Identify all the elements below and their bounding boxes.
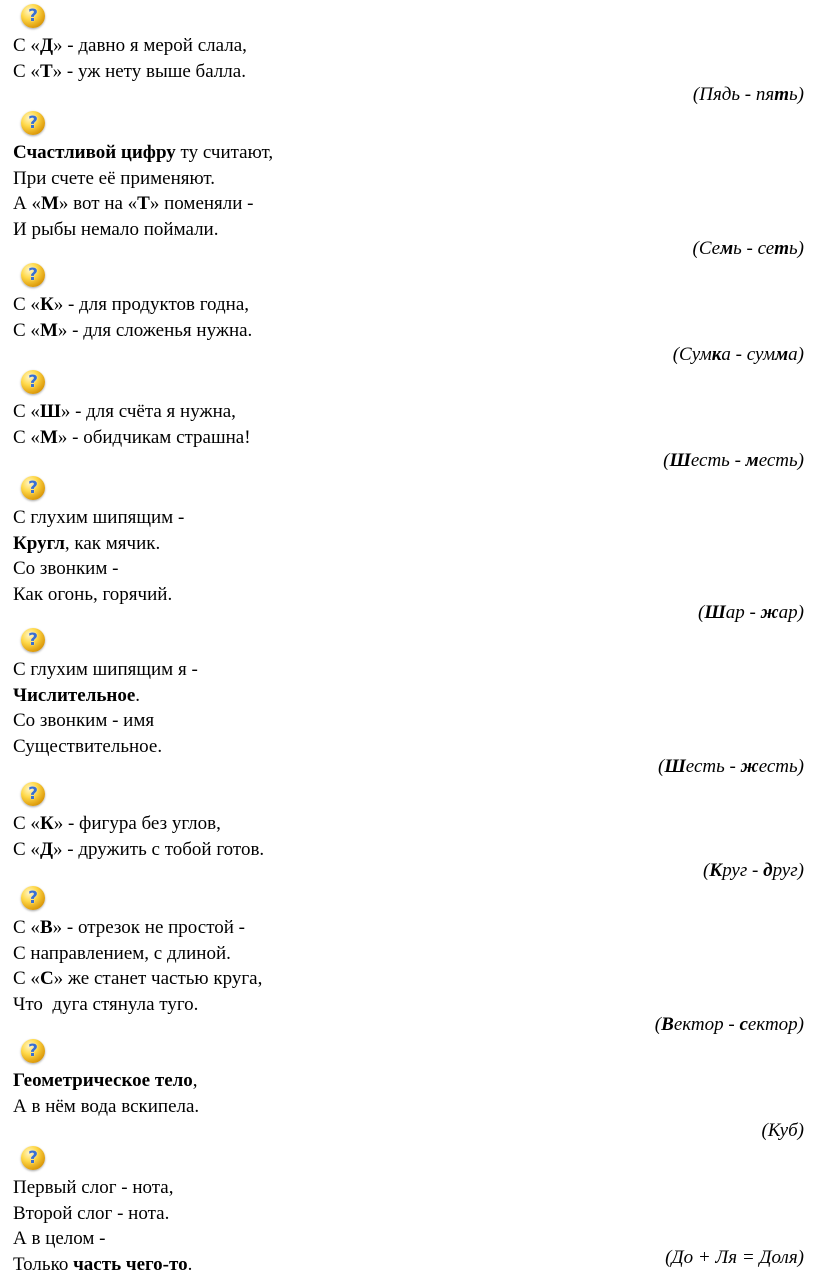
text: С «	[13, 968, 40, 989]
text: есть)	[759, 756, 804, 777]
text: ,	[193, 1070, 198, 1091]
text: А «	[13, 193, 41, 214]
riddle	[13, 1039, 803, 1119]
text: (	[703, 860, 709, 881]
riddle-line	[13, 915, 803, 941]
riddle-line	[13, 811, 803, 837]
question-mark-icon: ?	[21, 1146, 45, 1170]
riddle-answer	[663, 448, 804, 473]
riddle-line	[13, 582, 803, 608]
text: Первый слог - нота,	[13, 1177, 173, 1198]
bold-text: м	[746, 450, 759, 471]
text: Что дуга стянула туго.	[13, 994, 198, 1015]
bold-text: Числительное	[13, 685, 135, 706]
riddle	[13, 628, 803, 759]
riddle	[13, 263, 803, 343]
text: (	[663, 450, 669, 471]
text: (Куб)	[762, 1120, 804, 1141]
text: Со звонким - имя	[13, 710, 154, 731]
bold-text: м	[775, 344, 788, 365]
text: » - для продуктов годна,	[54, 294, 249, 315]
text: С «	[13, 35, 40, 56]
text: » вот на «	[59, 193, 137, 214]
riddle-line	[13, 1068, 803, 1094]
bold-text: т	[774, 238, 789, 259]
text: С «	[13, 917, 40, 938]
riddle-text	[13, 399, 803, 450]
riddle-text	[13, 505, 803, 607]
text: » поменяли -	[150, 193, 254, 214]
text: (Сум	[673, 344, 712, 365]
text: (Пядь - пя	[693, 84, 774, 105]
text: Как огонь, горячий.	[13, 584, 172, 605]
text: » - фигура без углов,	[54, 813, 221, 834]
text: С «	[13, 320, 40, 341]
riddle-line	[13, 556, 803, 582]
riddle-line	[13, 425, 803, 451]
riddle-line	[13, 531, 803, 557]
riddle-line	[13, 1175, 803, 1201]
text: » - отрезок не простой -	[53, 917, 245, 938]
bold-text: Ш	[40, 401, 61, 422]
question-mark-icon: ?	[21, 370, 45, 394]
riddle-line	[13, 966, 803, 992]
bold-text: с	[739, 1014, 747, 1035]
riddle	[13, 476, 803, 607]
bold-text: Ш	[669, 450, 690, 471]
text: есть -	[691, 450, 746, 471]
question-mark-icon: ?	[21, 111, 45, 135]
riddle	[13, 782, 803, 862]
text: С глухим шипящим я -	[13, 659, 198, 680]
bold-text: Кругл	[13, 533, 65, 554]
text: С «	[13, 294, 40, 315]
bold-text: В	[40, 917, 53, 938]
text: Существительное.	[13, 736, 162, 757]
bold-text: К	[40, 294, 54, 315]
text: руг)	[773, 860, 804, 881]
text: (	[655, 1014, 661, 1035]
text: » - для сложенья нужна.	[58, 320, 252, 341]
question-mark-icon: ?	[21, 628, 45, 652]
riddle-answer	[665, 1245, 804, 1270]
question-mark-icon: ?	[21, 4, 45, 28]
text: есть)	[759, 450, 804, 471]
text: , как мячик.	[65, 533, 160, 554]
text: С «	[13, 427, 40, 448]
riddle-text	[13, 292, 803, 343]
bold-text: ж	[741, 756, 759, 777]
riddle-text	[13, 1068, 803, 1119]
text: ар)	[779, 602, 804, 623]
question-mark-icon: ?	[21, 1039, 45, 1063]
text: С направлением, с длиной.	[13, 943, 231, 964]
riddle	[13, 111, 803, 242]
bold-text: Счастливой цифру	[13, 142, 176, 163]
riddle-line	[13, 217, 803, 243]
bold-text: М	[41, 193, 59, 214]
riddle-line	[13, 657, 803, 683]
riddle-text	[13, 140, 803, 242]
text: А в нём вода вскипела.	[13, 1096, 199, 1117]
riddle-answer	[762, 1118, 804, 1143]
text: а - сум	[721, 344, 775, 365]
question-mark-icon: ?	[21, 263, 45, 287]
bold-text: ж	[761, 602, 779, 623]
text: С «	[13, 401, 40, 422]
riddle-line	[13, 837, 803, 863]
text: (	[698, 602, 704, 623]
text: Только	[13, 1254, 73, 1275]
text: И рыбы немало поймали.	[13, 219, 218, 240]
bold-text: т	[774, 84, 789, 105]
question-mark-icon: ?	[21, 782, 45, 806]
riddle-line	[13, 166, 803, 192]
riddle-answer	[658, 754, 804, 779]
riddle-answer	[673, 342, 804, 367]
riddle-line	[13, 708, 803, 734]
text: (До + Ля = Доля)	[665, 1247, 804, 1268]
riddle-answer	[693, 82, 804, 107]
text: С глухим шипящим -	[13, 507, 184, 528]
text: руг -	[722, 860, 763, 881]
text: При счете её применяют.	[13, 168, 215, 189]
riddle-line	[13, 1201, 803, 1227]
bold-text: В	[661, 1014, 674, 1035]
riddle-text	[13, 915, 803, 1017]
question-mark-icon: ?	[21, 886, 45, 910]
riddle	[13, 370, 803, 450]
riddle-line	[13, 318, 803, 344]
bold-text: Ш	[664, 756, 685, 777]
text: С «	[13, 61, 40, 82]
text: ь - се	[733, 238, 774, 259]
bold-text: С	[40, 968, 54, 989]
bold-text: часть чего-то	[73, 1254, 188, 1275]
text: а)	[788, 344, 804, 365]
bold-text: к	[712, 344, 722, 365]
riddle-text	[13, 811, 803, 862]
riddle-line	[13, 1094, 803, 1120]
text: есть -	[686, 756, 741, 777]
riddle-line	[13, 59, 803, 85]
text: ектор -	[674, 1014, 740, 1035]
riddle-text	[13, 657, 803, 759]
riddle-line	[13, 33, 803, 59]
text: » - для счёта я нужна,	[61, 401, 236, 422]
text: А в целом -	[13, 1228, 106, 1249]
text: » - дружить с тобой готов.	[53, 839, 264, 860]
text: ар -	[726, 602, 761, 623]
text: Со звонким -	[13, 558, 118, 579]
text: С «	[13, 813, 40, 834]
bold-text: Т	[137, 193, 150, 214]
text: С «	[13, 839, 40, 860]
riddle-answer	[655, 1012, 804, 1037]
text: .	[188, 1254, 193, 1275]
text: » - уж нету выше балла.	[53, 61, 246, 82]
bold-text: Д	[40, 839, 53, 860]
text: .	[135, 685, 140, 706]
text: (	[658, 756, 664, 777]
text: ь)	[789, 84, 804, 105]
riddle-line	[13, 292, 803, 318]
text: » - давно я мерой слала,	[53, 35, 247, 56]
bold-text: М	[40, 427, 58, 448]
riddle-answer	[698, 600, 804, 625]
riddle-line	[13, 191, 803, 217]
text: ектор)	[748, 1014, 804, 1035]
bold-text: Т	[40, 61, 53, 82]
text: Второй слог - нота.	[13, 1203, 169, 1224]
text: » же станет частью круга,	[54, 968, 263, 989]
text: ь)	[789, 238, 804, 259]
text: (Се	[693, 238, 721, 259]
text: » - обидчикам страшна!	[58, 427, 251, 448]
bold-text: М	[40, 320, 58, 341]
bold-text: К	[40, 813, 54, 834]
riddle-line	[13, 941, 803, 967]
bold-text: Ш	[704, 602, 725, 623]
riddle-line	[13, 683, 803, 709]
riddle	[13, 886, 803, 1017]
bold-text: д	[763, 860, 772, 881]
text: ту считают,	[176, 142, 273, 163]
riddle	[13, 4, 803, 84]
riddle-answer	[703, 858, 804, 883]
riddle-line	[13, 399, 803, 425]
bold-text: Геометрическое тело	[13, 1070, 193, 1091]
riddle-text	[13, 33, 803, 84]
bold-text: К	[709, 860, 722, 881]
bold-text: м	[720, 238, 733, 259]
riddle-answer	[693, 236, 804, 261]
question-mark-icon: ?	[21, 476, 45, 500]
riddle-line	[13, 140, 803, 166]
riddle-line	[13, 505, 803, 531]
bold-text: Д	[40, 35, 53, 56]
